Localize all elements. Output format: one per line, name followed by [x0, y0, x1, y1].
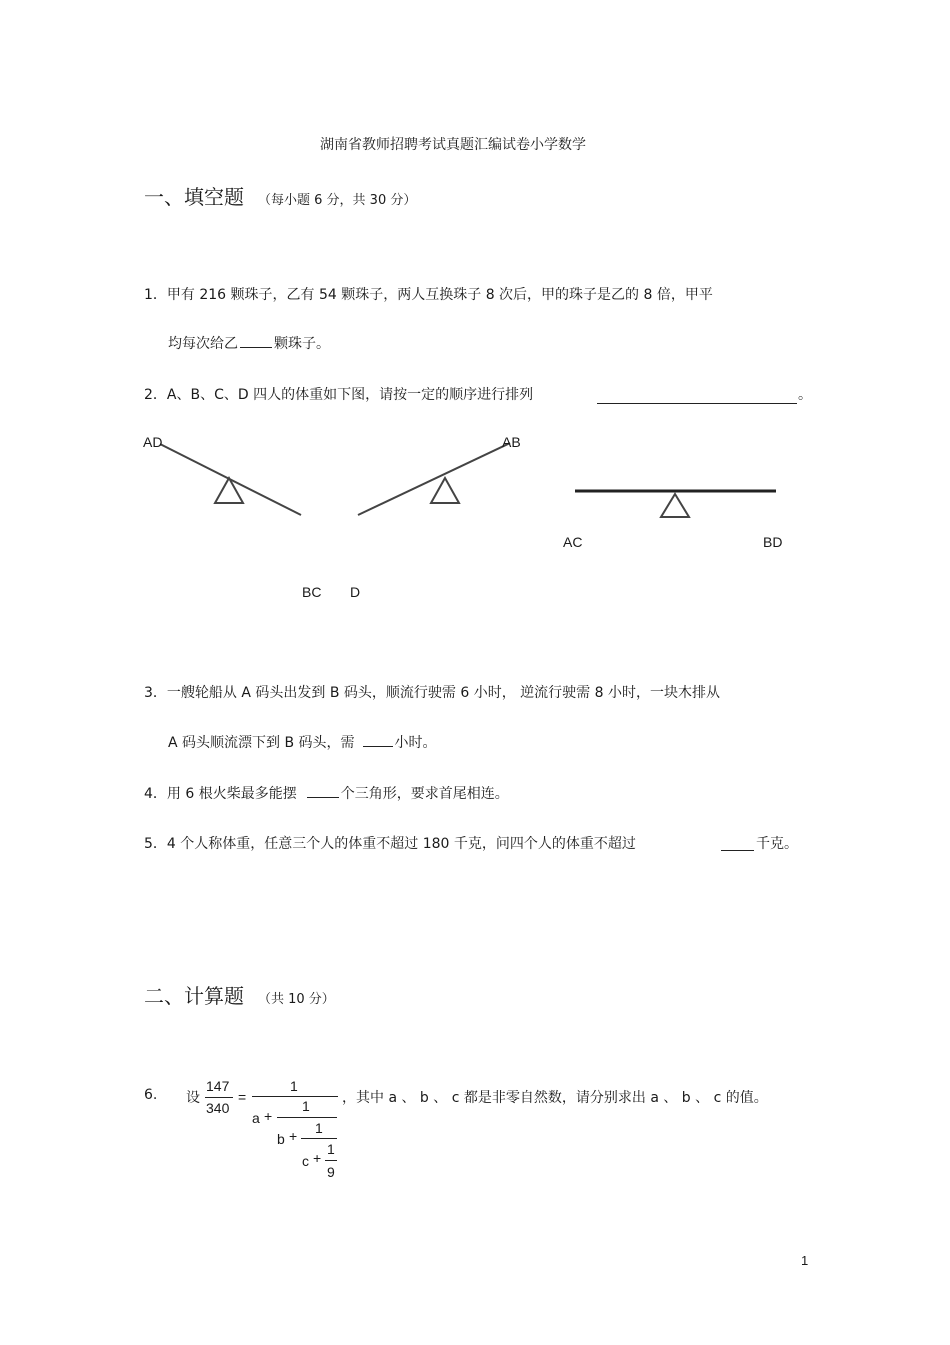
cf-plus-a: + — [264, 1108, 273, 1124]
cf-plus-b: + — [289, 1128, 298, 1144]
q2-text: 2．A、B、C、D 四人的体重如下图，请按一定的顺序进行排列 — [144, 387, 534, 403]
label-bd: BD — [763, 534, 783, 550]
q3-line2 — [168, 732, 437, 752]
q6-number: 6. — [144, 1087, 158, 1103]
cf-a: a — [252, 1110, 260, 1126]
cf-bar-b — [277, 1117, 337, 1118]
q4-text-a: 4．用 6 根火柴最多能摆 — [144, 786, 297, 802]
q1-line2a: 均每次给乙 — [168, 336, 238, 352]
q1-line1: 1．甲有 216 颗珠子，乙有 54 颗珠子，两人互换珠子 8 次后，甲的珠子是乙的 8 倍，甲平 — [144, 287, 713, 303]
seesaw-left-fulcrum — [215, 478, 243, 503]
section-1-title: 一、填空题 — [144, 185, 244, 209]
label-ad: AD — [143, 434, 163, 450]
label-bc: BC — [302, 584, 322, 600]
q5-text-b: 千克。 — [756, 836, 798, 852]
cf-one-d: 1 — [327, 1141, 335, 1157]
q2-end: 。 — [798, 387, 812, 403]
q5-text-a: 5．4 个人称体重，任意三个人的体重不超过 180 千克，问四个人的体重不超过 — [144, 836, 636, 852]
q6-she: 设 — [186, 1090, 200, 1106]
label-ab: AB — [502, 434, 521, 450]
section-2-note: （共 10 分） — [258, 992, 335, 1007]
q3-blank[interactable] — [363, 732, 393, 747]
seesaw-diagram — [0, 0, 950, 620]
cf-bar-a — [252, 1096, 338, 1097]
q3-line2b: 小时。 — [394, 735, 437, 751]
section-2-title: 二、计算题 — [144, 984, 244, 1008]
label-ac: AC — [563, 534, 583, 550]
frac-denominator-340: 340 — [206, 1100, 230, 1116]
q1-line2b: 颗珠子。 — [274, 336, 330, 352]
cf-one-a: 1 — [290, 1078, 298, 1094]
section-1-note: （每小题 6 分，共 30 分） — [258, 193, 417, 208]
cf-b: b — [277, 1131, 285, 1147]
q4-blank[interactable] — [307, 783, 339, 798]
frac-bar-main — [205, 1097, 233, 1098]
section-2-heading — [144, 980, 335, 1009]
cf-c: c — [302, 1153, 309, 1169]
cf-one-b: 1 — [302, 1098, 310, 1114]
question-4 — [144, 783, 509, 803]
cf-bar-c — [301, 1138, 337, 1139]
q3-line1: 3．一艘轮船从 A 码头出发到 B 码头，顺流行驶需 6 小时， 逆流行驶需 8 小时，一块木排从 — [144, 685, 720, 701]
q3-line2a: A 码头顺流漂下到 B 码头，需 — [168, 735, 355, 751]
cf-one-c: 1 — [315, 1120, 323, 1136]
frac-numerator-147: 147 — [206, 1078, 230, 1094]
label-d: D — [350, 584, 361, 600]
cf-plus-c: + — [313, 1150, 322, 1166]
page-number: 1 — [801, 1253, 809, 1268]
q6-rest: ，其中 a 、 b 、 c 都是非零自然数，请分别求出 a 、 b 、 c 的值。 — [342, 1090, 768, 1106]
q4-text-b: 个三角形，要求首尾相连。 — [340, 786, 509, 802]
seesaw-middle-fulcrum — [431, 478, 459, 503]
seesaw-middle-beam — [358, 443, 510, 515]
equals-sign: = — [238, 1089, 247, 1105]
cf-bar-d — [325, 1160, 337, 1161]
page-title: 湖南省教师招聘考试真题汇编试卷小学数学 — [320, 137, 586, 153]
seesaw-right-fulcrum — [661, 494, 689, 517]
q5-blank[interactable] — [721, 835, 754, 851]
cf-nine: 9 — [327, 1164, 335, 1180]
